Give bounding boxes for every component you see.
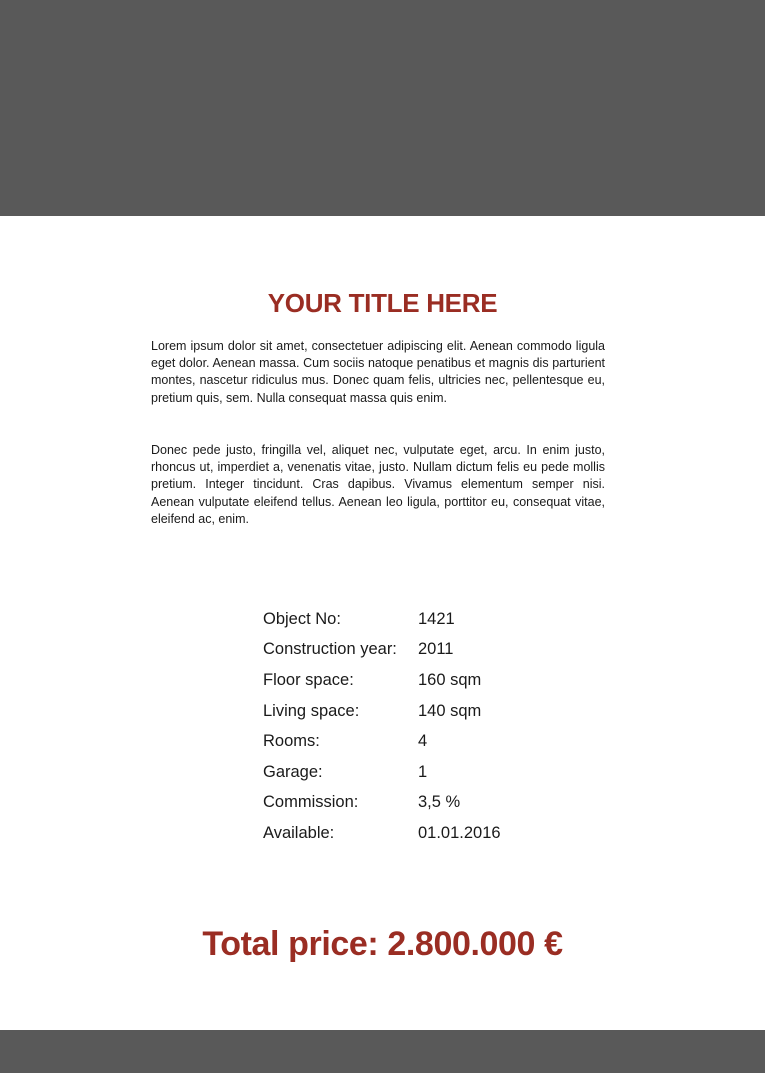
detail-value: 140 sqm: [418, 701, 482, 720]
detail-row-available: [263, 818, 501, 849]
detail-label: Rooms:: [263, 732, 320, 751]
detail-row-rooms: [263, 726, 501, 757]
detail-label: Available:: [263, 823, 335, 842]
detail-row-commission: [263, 788, 501, 819]
property-details-table: [263, 604, 501, 849]
footer-band: [0, 1030, 765, 1073]
detail-label: Floor space:: [263, 670, 354, 689]
detail-row-construction-year: [263, 635, 501, 666]
body-paragraph-2: Donec pede justo, fringilla vel, aliquet nec, vulputate eget, arcu. In enim justo, rhoncus ut, imperdiet a, venenatis vitae, justo. Nullam dictum felis eu pede mollis pretium. Integer tincidunt. Cras dapibus. Vivamus elementum semper nisi. Aenean vulputate eleifend tellus. Aenean leo ligula, porttitor eu, consequat vitae, eleifend ac, enim.: [151, 443, 605, 526]
detail-value: 2011: [418, 640, 454, 659]
detail-label: Object No:: [263, 609, 341, 628]
body-paragraph-1: Lorem ipsum dolor sit amet, consectetuer adipiscing elit. Aenean commodo ligula eget dolor. Aenean massa. Cum sociis natoque penatibus et magnis dis parturient montes, nascetur ridiculus mus. Donec quam felis, ultricies nec, pellentesque eu, pretium quis, sem. Nulla consequat massa quis enim.: [151, 339, 605, 405]
detail-label: Living space:: [263, 701, 360, 720]
detail-value: 4: [418, 732, 428, 751]
detail-label: Construction year:: [263, 640, 397, 659]
detail-value: 1: [418, 762, 428, 781]
detail-value: 1421: [418, 609, 455, 628]
header-band: [0, 0, 765, 216]
detail-row-floor-space: [263, 665, 501, 696]
detail-row-garage: [263, 757, 501, 788]
detail-value: 3,5 %: [418, 793, 461, 812]
detail-value: 160 sqm: [418, 670, 482, 689]
detail-value: 01.01.2016: [418, 823, 501, 842]
page-title: YOUR TITLE HERE: [267, 288, 498, 318]
detail-row-living-space: [263, 696, 501, 727]
total-price: Total price: 2.800.000 €: [202, 925, 563, 963]
detail-label: Commission:: [263, 793, 359, 812]
detail-label: Garage:: [263, 762, 323, 781]
detail-row-object-no: [263, 604, 501, 635]
